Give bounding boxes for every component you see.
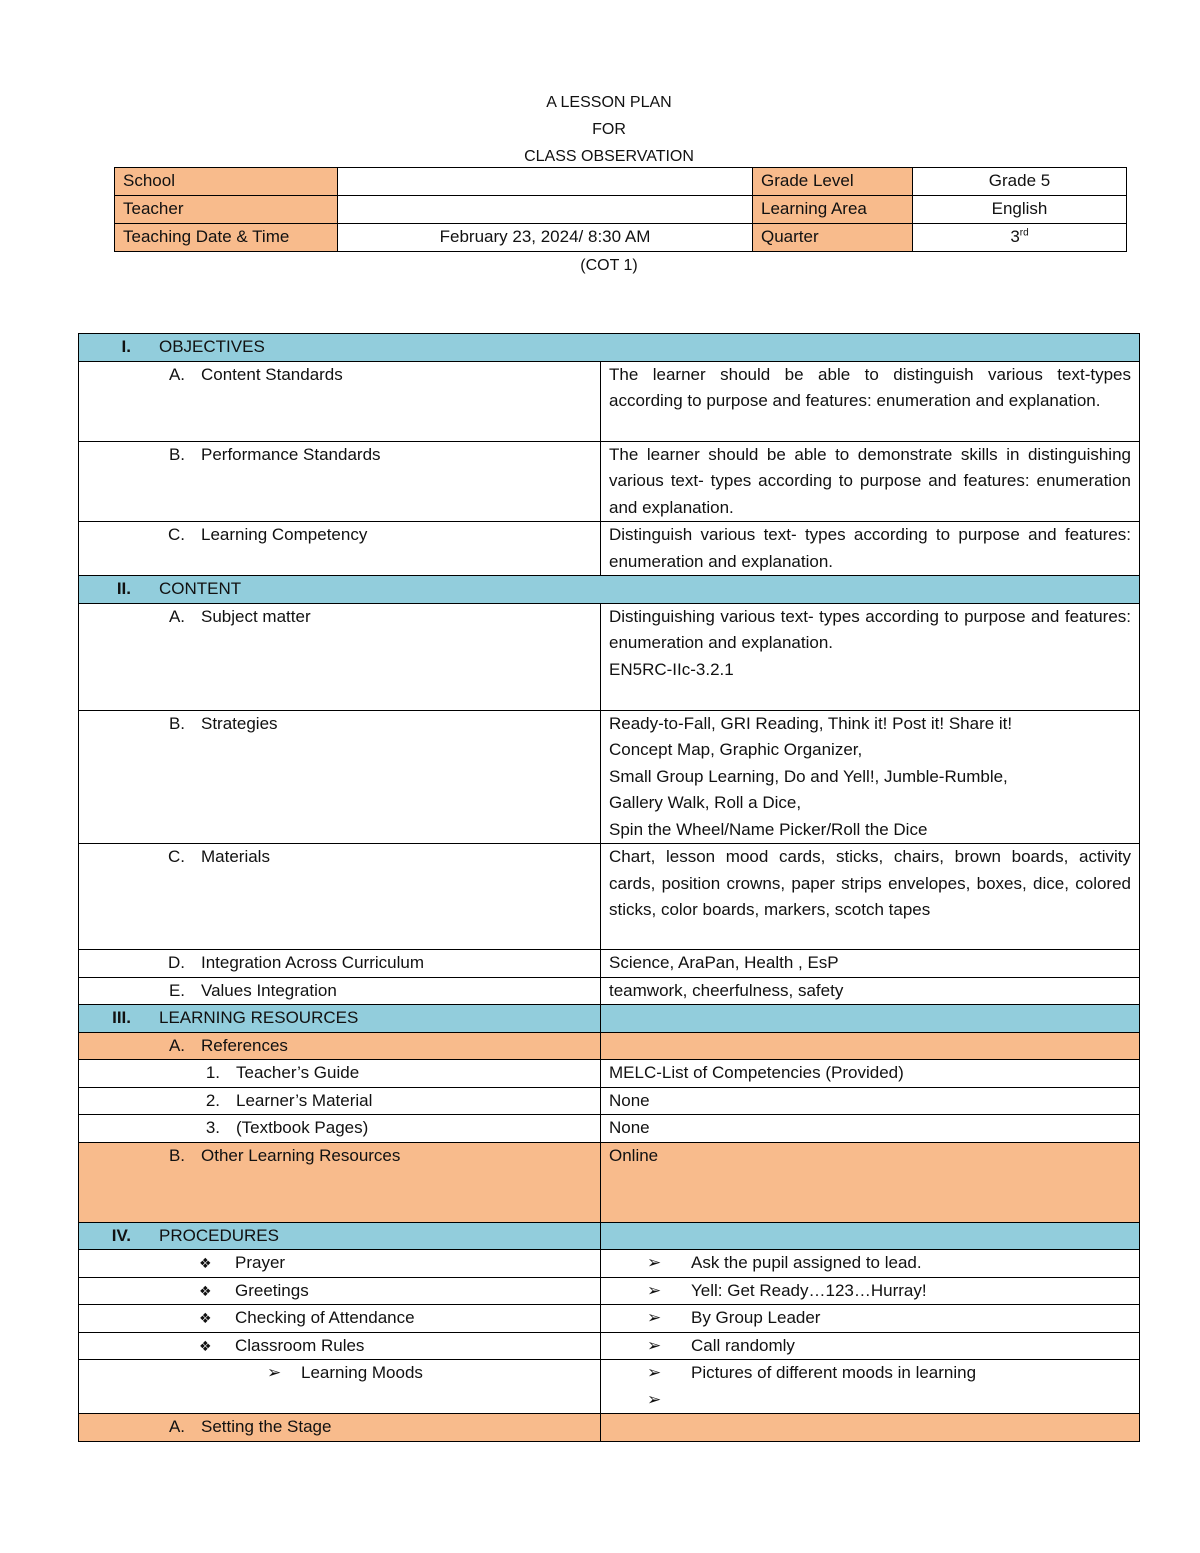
integration-value: Science, AraPan, Health , EsP: [601, 950, 1140, 978]
strategies-label: B. Strategies: [79, 710, 601, 844]
cot-label: (COT 1): [580, 257, 638, 274]
performance-standards-label: B. Performance Standards: [79, 441, 601, 522]
arrow-bullet-icon: ➢: [647, 1335, 662, 1355]
diamond-bullet-icon: ❖: [199, 1255, 212, 1271]
quarter-label: Quarter: [753, 223, 913, 251]
procedure-attendance-value: ➢ By Group Leader: [601, 1305, 1140, 1333]
teacher-label: Teacher: [115, 196, 338, 224]
section-resources-header: III. LEARNING RESOURCES: [79, 1005, 601, 1033]
procedure-rules-value: ➢ Call randomly: [601, 1332, 1140, 1360]
subject-matter-value: Distinguishing various text- types according to purpose and features: enumeration and explanation. EN5RC-IIc-3.2.1: [601, 603, 1140, 710]
learning-area-value: English: [913, 196, 1127, 224]
materials-value: Chart, lesson mood cards, sticks, chairs, brown boards, activity cards, position crowns, paper strips envelopes, boxes, dice, colored sticks, color boards, markers, scotch tapes: [601, 844, 1140, 950]
section-objectives-header: I. OBJECTIVES: [79, 334, 1140, 362]
diamond-bullet-icon: ❖: [199, 1282, 212, 1299]
values-integration-label: E. Values Integration: [79, 977, 601, 1005]
textbook-pages-label: 3. (Textbook Pages): [79, 1115, 601, 1143]
arrow-bullet-icon: ➢: [647, 1253, 662, 1272]
procedure-prayer-value: ➢ Ask the pupil assigned to lead.: [601, 1250, 1140, 1278]
strategies-value: Ready-to-Fall, GRI Reading, Think it! Post it! Share it! Concept Map, Graphic Organizer, Small Group Learning, Do and Yell!, Jumble-Rumble, Gallery Walk, Roll a Dice, Spin the Wheel/Name Picker/Roll the Dice: [601, 710, 1140, 844]
learning-competency-value: Distinguish various text- types according to purpose and features: enumeration and explanation.: [601, 522, 1140, 576]
school-label: School: [115, 168, 338, 196]
grade-level-label: Grade Level: [753, 168, 913, 196]
grade-level-value: Grade 5: [913, 168, 1127, 196]
learning-competency-label: C. Learning Competency: [79, 522, 601, 576]
arrow-bullet-icon: ➢: [647, 1389, 662, 1409]
diamond-bullet-icon: ❖: [199, 1337, 212, 1354]
procedure-prayer-label: ❖ Prayer: [79, 1250, 601, 1278]
procedure-attendance-label: ❖ Checking of Attendance: [79, 1305, 601, 1333]
values-integration-value: teamwork, cheerfulness, safety: [601, 977, 1140, 1005]
teachers-guide-label: 1. Teacher’s Guide: [79, 1060, 601, 1088]
integration-label: D. Integration Across Curriculum: [79, 950, 601, 978]
materials-label: C. Materials: [79, 844, 601, 950]
section-procedures-header: IV. PROCEDURES: [79, 1222, 601, 1250]
textbook-pages-value: None: [601, 1115, 1140, 1143]
teachers-guide-value: MELC-List of Competencies (Provided): [601, 1060, 1140, 1088]
teacher-value: [338, 196, 753, 224]
procedure-moods-value: ➢ Pictures of different moods in learning ➢: [601, 1360, 1140, 1414]
other-resources-label: B. Other Learning Resources: [79, 1142, 601, 1222]
arrow-bullet-icon: ➢: [647, 1308, 662, 1327]
performance-standards-value: The learner should be able to demonstrate skills in distinguishing various text- types according to purpose and features: enumeration and explanation.: [601, 441, 1140, 522]
doc-title-line3: CLASS OBSERVATION: [524, 148, 694, 165]
arrow-bullet-icon: ➢: [647, 1280, 662, 1300]
setting-the-stage-label: A. Setting the Stage: [79, 1414, 601, 1442]
subject-matter-label: A. Subject matter: [79, 603, 601, 710]
other-resources-value: Online: [601, 1142, 1140, 1222]
content-standards-value: The learner should be able to distinguish various text-types according to purpose and features: enumeration and explanation.: [601, 361, 1140, 441]
arrow-bullet-icon: ➢: [267, 1363, 282, 1382]
learners-material-value: None: [601, 1087, 1140, 1115]
references-label: A. References: [79, 1032, 601, 1060]
arrow-bullet-icon: ➢: [647, 1363, 662, 1382]
learning-area-label: Learning Area: [753, 196, 913, 224]
section-content-header: II. CONTENT: [79, 576, 1140, 604]
teaching-date-label: Teaching Date & Time: [115, 223, 338, 251]
lesson-plan-table: [78, 333, 1140, 1442]
procedure-greetings-value: ➢ Yell: Get Ready…123…Hurray!: [601, 1277, 1140, 1305]
info-table: [114, 167, 1127, 252]
quarter-value: 3rd: [913, 223, 1127, 251]
content-standards-label: A. Content Standards: [79, 361, 601, 441]
procedure-rules-label: ❖ Classroom Rules: [79, 1332, 601, 1360]
teaching-date-value: February 23, 2024/ 8:30 AM: [338, 223, 753, 251]
school-value: [338, 168, 753, 196]
procedure-greetings-label: ❖ Greetings: [79, 1277, 601, 1305]
diamond-bullet-icon: ❖: [199, 1310, 212, 1326]
doc-title-line2: FOR: [592, 121, 626, 138]
procedure-moods-label: ➢ Learning Moods: [79, 1360, 601, 1414]
doc-title-line1: A LESSON PLAN: [546, 94, 672, 111]
learners-material-label: 2. Learner’s Material: [79, 1087, 601, 1115]
